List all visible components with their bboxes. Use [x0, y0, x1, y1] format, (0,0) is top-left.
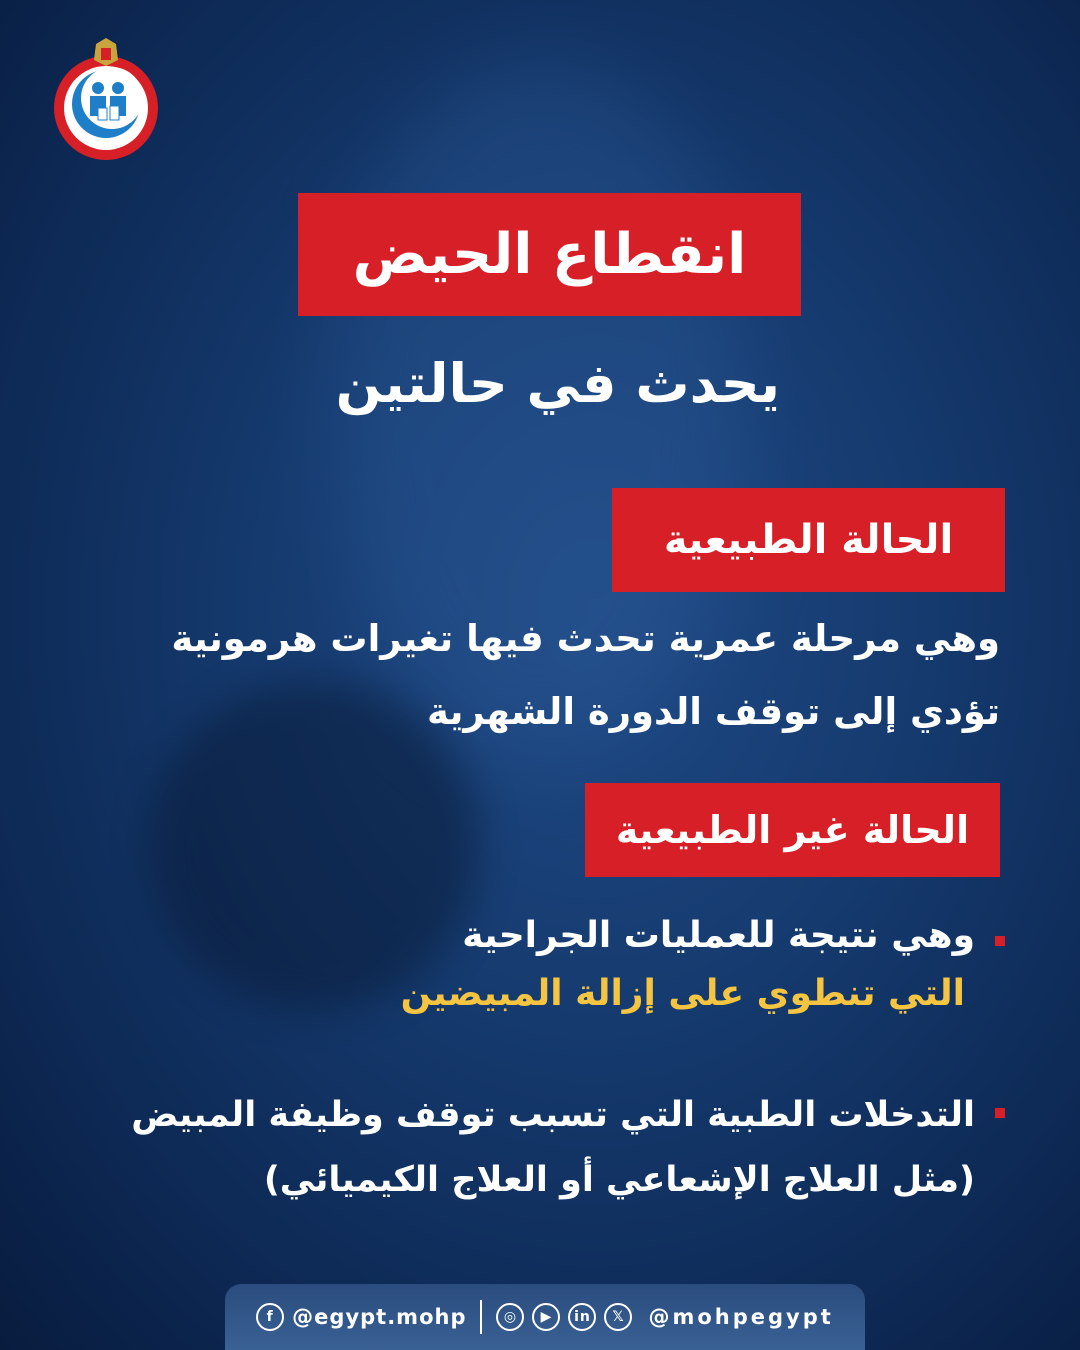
bullet-marker [995, 1108, 1005, 1118]
subtitle: يحدث في حالتين [335, 352, 780, 415]
natural-line-2: تؤدي إلى توقف الدورة الشهرية [427, 690, 1000, 733]
bullet-2-line-1: التدخلات الطبية التي تسبب توقف وظيفة المبيض [131, 1095, 975, 1135]
linkedin-icon[interactable]: in [568, 1303, 596, 1331]
facebook-handle[interactable]: @egypt.mohp [292, 1305, 467, 1329]
social-footer [225, 1284, 865, 1350]
natural-line-1: وهي مرحلة عمرية تحدث فيها تغيرات هرمونية [171, 617, 1000, 660]
abnormal-heading: الحالة غير الطبيعية [615, 808, 970, 852]
title-banner [298, 193, 801, 316]
facebook-icon[interactable]: f [256, 1303, 284, 1331]
natural-heading: الحالة الطبيعية [663, 517, 954, 563]
x-icon[interactable]: 𝕏 [604, 1303, 632, 1331]
ministry-logo [46, 36, 166, 161]
bullet-marker [995, 936, 1005, 946]
abnormal-heading-banner [585, 783, 1000, 877]
youtube-icon[interactable]: ▶ [532, 1303, 560, 1331]
instagram-icon[interactable]: ◎ [496, 1303, 524, 1331]
divider [480, 1300, 482, 1334]
social-handle[interactable]: @mohpegypt [648, 1305, 834, 1329]
bullet-2-line-2: (مثل العلاج الإشعاعي أو العلاج الكيميائي) [263, 1160, 975, 1200]
page-title: انقطاع الحيض [352, 222, 747, 287]
bullet-1-line-1: وهي نتيجة للعمليات الجراحية [462, 915, 975, 956]
natural-heading-banner [612, 488, 1005, 592]
bullet-1-line-2: التي تنطوي على إزالة المبيضين [400, 973, 965, 1014]
